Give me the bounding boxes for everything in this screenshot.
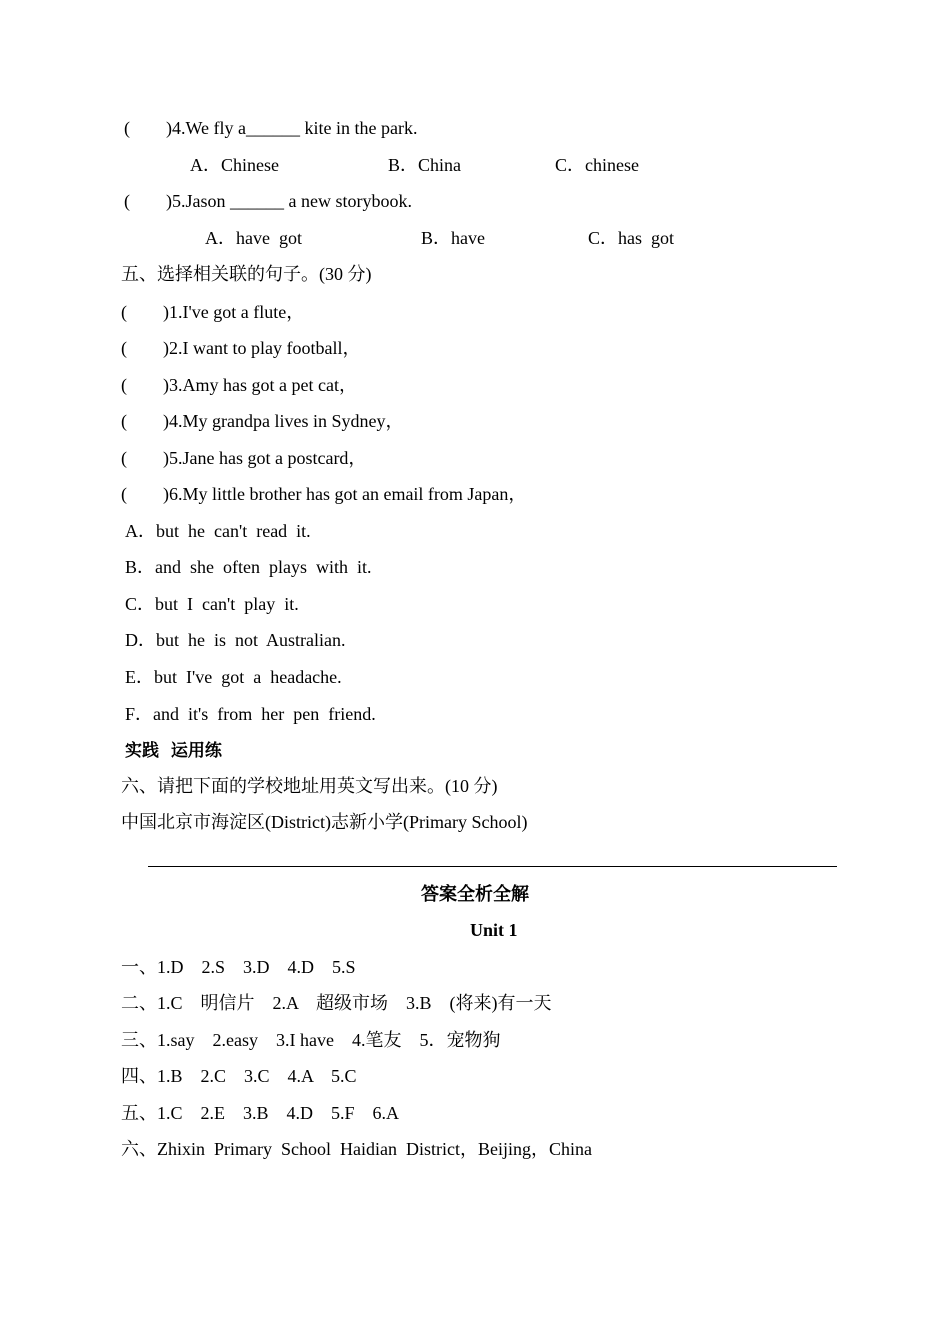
s5-option-a: A．but he can't read it.	[125, 521, 311, 541]
q4-option-b: B．China	[388, 155, 462, 175]
q4-option-c: C．chinese	[555, 155, 639, 175]
answers-unit: Unit 1	[470, 920, 518, 940]
answer-line-6: 六、Zhixin Primary School Haidian District，Beijing，China	[121, 1139, 592, 1159]
s5-option-b: B．and she often plays with it.	[125, 557, 372, 577]
q4-stem: ( )4.We fly a______ kite in the park.	[124, 118, 418, 138]
q5-stem: ( )5.Jason ______ a new storybook.	[124, 191, 412, 211]
answer-line-3: 三、1.say 2.easy 3.I have 4.笔友 5．宠物狗	[121, 1030, 501, 1050]
section-5-heading: 五、选择相关联的句子。(30 分)	[121, 264, 372, 284]
q5-option-a: A．have got	[205, 228, 302, 248]
q5-option-b: B．have	[421, 228, 485, 248]
s5-option-d: D．but he is not Australian.	[125, 630, 346, 650]
q5-option-c: C．has got	[588, 228, 675, 248]
answer-line-5: 五、1.C 2.E 3.B 4.D 5.F 6.A	[121, 1103, 400, 1123]
section-6-prompt: 中国北京市海淀区(District)志新小学(Primary School)	[121, 812, 528, 832]
answer-line-4: 四、1.B 2.C 3.C 4.A 5.C	[121, 1066, 357, 1086]
answer-line-1: 一、1.D 2.S 3.D 4.D 5.S	[121, 957, 356, 977]
s5-option-c: C．but I can't play it.	[125, 594, 299, 614]
practice-heading: 实践 运用练	[125, 741, 222, 761]
s5-item-5: ( )5.Jane has got a postcard，	[121, 448, 367, 468]
answer-line	[148, 866, 837, 867]
s5-item-3: ( )3.Amy has got a pet cat，	[121, 375, 357, 395]
s5-item-1: ( )1.I've got a flute，	[121, 302, 305, 322]
s5-option-e: E．but I've got a headache.	[125, 667, 342, 687]
s5-item-6: ( )6.My little brother has got an email from Japan，	[121, 484, 527, 504]
q4-option-a: A．Chinese	[190, 155, 279, 175]
s5-option-f: F．and it's from her pen friend.	[125, 704, 376, 724]
s5-item-4: ( )4.My grandpa lives in Sydney，	[121, 411, 404, 431]
answers-title: 答案全析全解	[421, 884, 529, 905]
s5-item-2: ( )2.I want to play football，	[121, 338, 361, 358]
section-6-heading: 六、请把下面的学校地址用英文写出来。(10 分)	[121, 776, 498, 796]
answer-line-2: 二、1.C 明信片 2.A 超级市场 3.B (将来)有一天	[121, 993, 552, 1013]
